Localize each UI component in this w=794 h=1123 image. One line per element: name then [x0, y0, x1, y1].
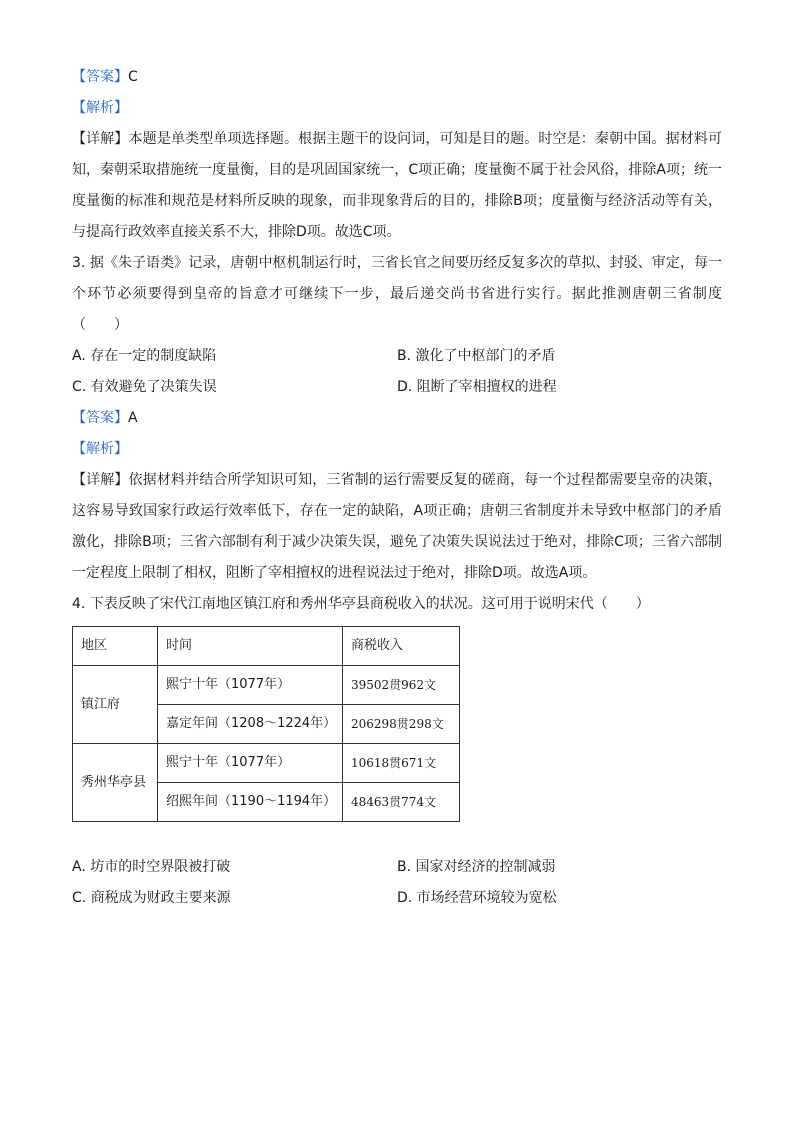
table-row — [73, 666, 460, 705]
region-cell: 镇江府 — [73, 666, 158, 744]
revenue-cell: 39502贯962文 — [343, 666, 460, 705]
revenue-cell: 48463贯774文 — [343, 783, 460, 822]
q2-detail — [72, 124, 722, 248]
q3-option-b: B. 激化了中枢部门的矛盾 — [397, 348, 556, 364]
header-time: 时间 — [158, 627, 343, 666]
q3-options-row-1 — [72, 341, 722, 372]
q4-stem: 4. 下表反映了宋代江南地区镇江府和秀州华亭县商税收入的状况。这可用于说明宋代（ ） — [72, 596, 650, 612]
q3-detail — [72, 465, 722, 589]
q4-option-a: A. 坊市的时空界限被打破 — [72, 859, 231, 875]
q3-answer — [72, 403, 722, 434]
q3-option-a: A. 存在一定的制度缺陷 — [72, 348, 217, 364]
q3-option-c: C. 有效避免了决策失误 — [72, 379, 217, 395]
q4-options-row-1 — [72, 852, 722, 883]
revenue-cell: 10618贯671文 — [343, 744, 460, 783]
detail-text: 依据材料并结合所学知识可知，三省制的运行需要反复的磋商，每一个过程都需要皇帝的决策，这容易导致国家行政运行效率低下，存在一定的缺陷，A项正确；唐朝三省制度并未导致中枢部门的矛盾激化，排除B项；三省六部制有利于减少决策失误，避免了决策失误说法过于绝对，排除C项；三省六部制一定程度上限制了相权，阻断了宰相擅权的进程说法过于绝对，排除D项。故选A项。 — [72, 472, 723, 581]
table-header-row — [73, 627, 460, 666]
tax-table — [72, 626, 460, 822]
q2-analysis-label: 【解析】 — [72, 100, 128, 116]
document-page — [72, 62, 722, 914]
answer-label: 【答案】 — [72, 410, 128, 426]
q3-options-row-2 — [72, 372, 722, 403]
region-cell: 秀州华亭县 — [73, 744, 158, 822]
time-cell: 熙宁十年（1077年） — [158, 666, 343, 705]
header-revenue: 商税收入 — [343, 627, 460, 666]
q4-option-c: C. 商税成为财政主要来源 — [72, 890, 231, 906]
q4-options-row-2 — [72, 883, 722, 914]
header-region: 地区 — [73, 627, 158, 666]
q2-answer — [72, 62, 722, 93]
detail-label: 【详解】 — [72, 472, 129, 488]
answer-value: A — [128, 410, 138, 426]
q4-option-b: B. 国家对经济的控制减弱 — [397, 859, 556, 875]
q3-option-d: D. 阻断了宰相擅权的进程 — [397, 379, 557, 395]
table-row — [73, 744, 460, 783]
q4-option-d: D. 市场经营环境较为宽松 — [397, 890, 557, 906]
q3-analysis-label: 【解析】 — [72, 441, 128, 457]
time-cell: 熙宁十年（1077年） — [158, 744, 343, 783]
detail-text: 本题是单类型单项选择题。根据主题干的设问词，可知是目的题。时空是：秦朝中国。据材料可知，秦朝采取措施统一度量衡，目的是巩固国家统一，C项正确；度量衡不属于社会风俗，排除A项；统一度量衡的标准和规范是材料所反映的现象，而非现象背后的目的，排除B项；度量衡与经济活动等有关，与提高行政效率直接关系不大，排除D项。故选C项。 — [72, 131, 723, 240]
answer-label: 【答案】 — [72, 69, 128, 85]
q3-stem: 3. 据《朱子语类》记录，唐朝中枢机制运行时，三省长官之间要历经反复多次的草拟、封驳、审定，每一个环节必须要得到皇帝的旨意才可继续下一步，最后递交尚书省进行实行。据此推测唐朝三省制度（ ） — [72, 255, 722, 333]
time-cell: 绍熙年间（1190～1194年） — [158, 783, 343, 822]
time-cell: 嘉定年间（1208～1224年） — [158, 705, 343, 744]
revenue-cell: 206298贯298文 — [343, 705, 460, 744]
detail-label: 【详解】 — [72, 131, 129, 147]
answer-value: C — [128, 69, 138, 85]
